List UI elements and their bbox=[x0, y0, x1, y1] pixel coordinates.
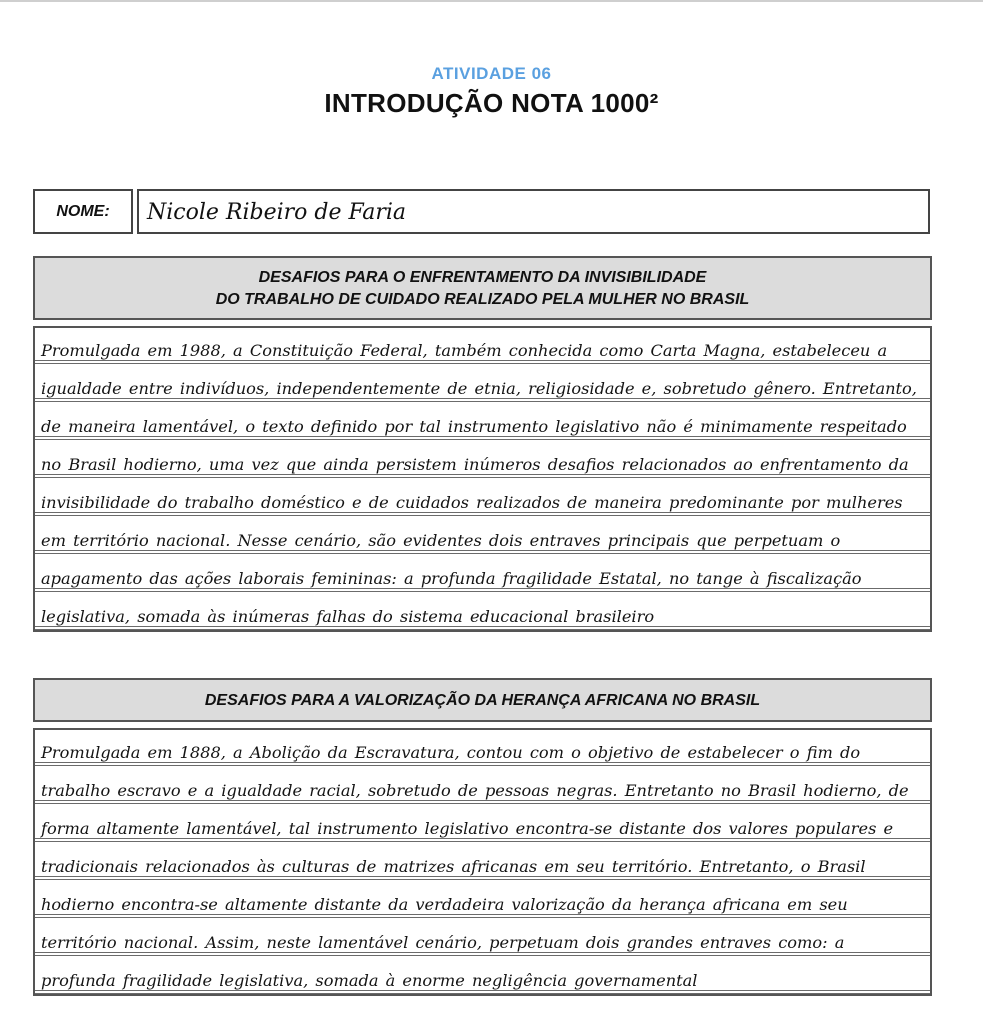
handwritten-text: Promulgada em 1988, a Constituição Federal, também conhecida como Carta Magna, estabeleceu a igualdade entre indivíduos, independentemente de etnia, religiosidade e, sobretudo gênero. Entretanto, de maneira lamentável, o texto definido por tal instrumento legislativo não é minimamente respeitado no Brasil hodierno, uma vez que ainda persistem inúmeros desafios relacionados ao enfrentamento da invisibilidade do trabalho doméstico e de cuidados realizados de maneira predominante por mulheres em território nacional. Nesse cenário, são evidentes dois entraves principais que perpetuam o apagamento das ações laborais femininas: a profunda fragilidade Estatal, no tange à fiscalização legislativa, somada às inúmeras falhas do sistema educacional brasileiro bbox=[41, 341, 917, 626]
writing-area[interactable] bbox=[33, 728, 932, 996]
name-label: NOME: bbox=[33, 189, 133, 234]
section-heading-line: DESAFIOS PARA O ENFRENTAMENTO DA INVISIBILIDADE bbox=[258, 269, 707, 286]
page-title: INTRODUÇÃO NOTA 1000² bbox=[324, 88, 659, 118]
section-african-heritage bbox=[33, 678, 932, 996]
section-heading-line: DESAFIOS PARA A VALORIZAÇÃO DA HERANÇA AFRICANA NO BRASIL bbox=[204, 692, 761, 709]
handwritten-text: Promulgada em 1888, a Abolição da Escravatura, contou com o objetivo de estabelecer o fim do trabalho escravo e a igualdade racial, sobretudo de pessoas negras. Entretanto no Brasil hodierno, de forma altamente lamentável, tal instrumento legislativo encontra-se distante dos valores populares e tradicionais relacionados às culturas de matrizes africanas em seu território. Entretanto, o Brasil hodierno encontra-se altamente distante da verdadeira valorização da herança africana em seu território nacional. Assim, neste lamentável cenário, perpetuam dois grandes entraves como: a profunda fragilidade legislativa, somada à enorme negligência governamental bbox=[41, 743, 909, 990]
top-border-line bbox=[0, 0, 983, 2]
name-value-text: Nicole Ribeiro de Faria bbox=[147, 200, 407, 225]
name-field[interactable] bbox=[137, 189, 930, 234]
section-heading-line: DO TRABALHO DE CUIDADO REALIZADO PELA MULHER NO BRASIL bbox=[215, 291, 750, 308]
writing-area[interactable] bbox=[33, 326, 932, 632]
activity-label: ATIVIDADE 06 bbox=[431, 64, 552, 83]
section-care-work bbox=[33, 256, 932, 632]
section-heading bbox=[33, 678, 932, 722]
section-heading bbox=[33, 256, 932, 320]
name-row bbox=[33, 189, 930, 234]
